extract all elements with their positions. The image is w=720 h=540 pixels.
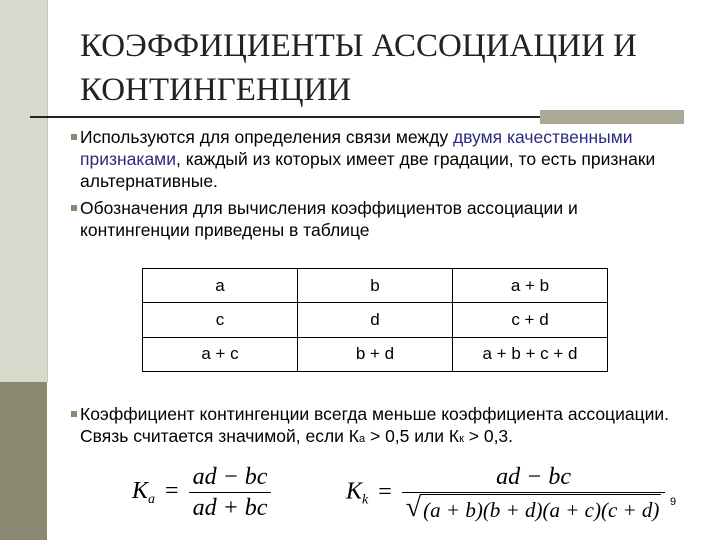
- table-cell: a + c: [143, 337, 298, 371]
- formula-a-numerator: ad − bc: [189, 462, 272, 493]
- formula-k-fraction: [402, 462, 666, 524]
- formula-a-equals: =: [165, 478, 179, 505]
- table-cell: c + d: [453, 303, 608, 337]
- significance-mid: > 0,5 или К: [365, 426, 460, 446]
- bullet-icon: [71, 205, 77, 211]
- significance-sub-a: а: [359, 433, 366, 445]
- table-row: [143, 269, 608, 303]
- table-cell: b + d: [298, 337, 453, 371]
- sidebar-decoration-dark: [0, 382, 47, 540]
- bullet-icon: [71, 134, 77, 140]
- significance-text: Коэффициент контингенции всегда меньше коэффициента ассоциации. Связь считается значимой, если К: [80, 404, 670, 446]
- sqrt-icon: √ (a + b)(b + d)(a + c)(c + d): [405, 492, 660, 523]
- table-cell: d: [298, 303, 453, 337]
- formula-a-subscript: a: [148, 492, 156, 508]
- formula-k-radicand: (a + b)(b + d)(a + c)(c + d): [421, 494, 661, 523]
- paragraph-notation: Обозначения для вычисления коэффициентов ассоциации и контингенции приведены в таблице: [80, 198, 578, 240]
- page-number: 9: [670, 496, 677, 508]
- table-row: [143, 337, 608, 371]
- table-row: [143, 303, 608, 337]
- table-cell: c: [143, 303, 298, 337]
- table-cell: a + b: [453, 269, 608, 303]
- table-cell: a: [143, 269, 298, 303]
- significance-end: > 0,3.: [463, 426, 514, 446]
- contingency-table: [142, 268, 608, 372]
- paragraph-usage-after: , каждый из которых имеет две градации, то есть признаки альтернативные.: [80, 149, 656, 191]
- table-cell: b: [298, 269, 453, 303]
- formula-k-subscript: k: [362, 492, 369, 508]
- paragraph-significance: [80, 403, 710, 450]
- association-formula: [132, 462, 271, 523]
- slide-title: КОЭФФИЦИЕНТЫ АССОЦИАЦИИ И КОНТИНГЕНЦИИ: [80, 28, 637, 108]
- paragraph-usage-highlight: двумя качественными признаками: [80, 127, 633, 169]
- formula-k-equals: =: [378, 478, 392, 505]
- paragraph-usage: [80, 126, 680, 192]
- table-cell: a + b + c + d: [453, 337, 608, 371]
- contingency-formula: [346, 462, 665, 524]
- formula-a-symbol: K: [132, 478, 149, 505]
- formula-k-symbol: K: [346, 478, 363, 505]
- title-accent-bar: [540, 110, 684, 124]
- formula-k-numerator: ad − bc: [402, 462, 666, 493]
- formula-a-fraction: [189, 462, 272, 523]
- formula-a-denominator: ad + bc: [192, 495, 268, 521]
- paragraph-usage-before: Используются для определения связи между: [80, 127, 453, 147]
- significance-sub-k: к: [459, 433, 464, 445]
- formula-k-denominator: [402, 493, 666, 524]
- bullet-icon: [71, 411, 77, 417]
- sidebar-decoration: [0, 0, 48, 382]
